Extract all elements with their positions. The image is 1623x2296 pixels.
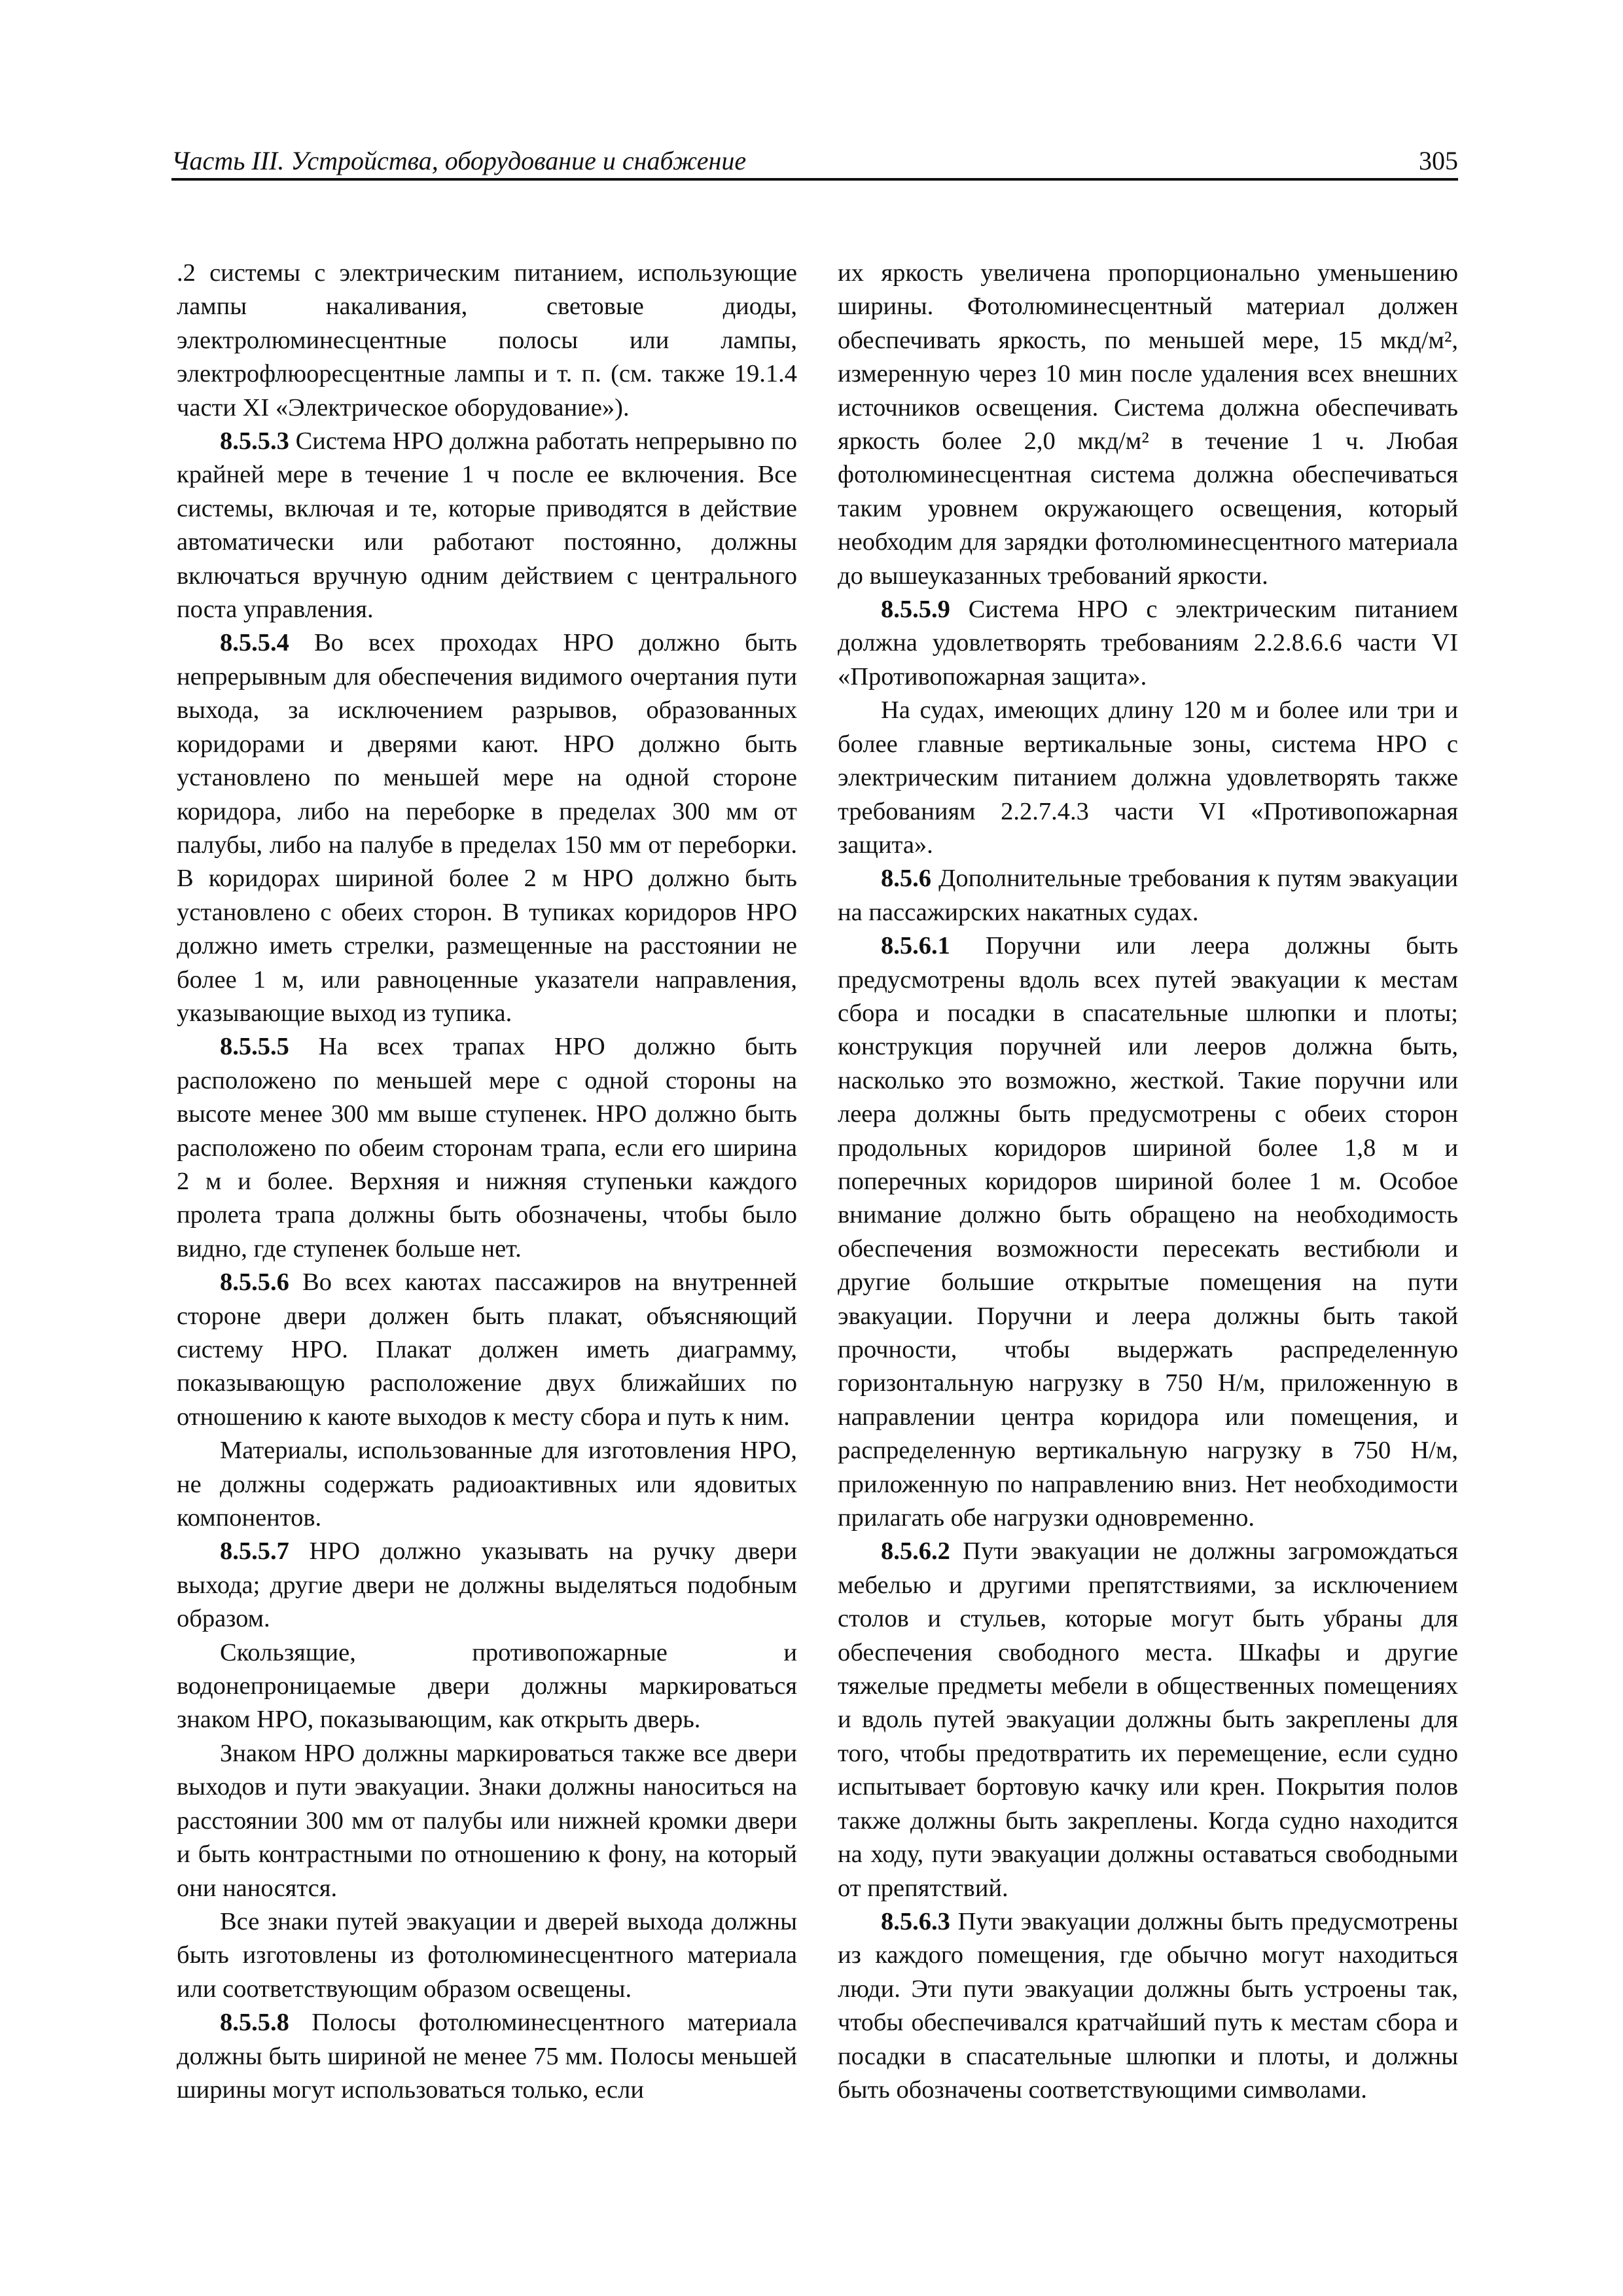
paragraph-text: их яркость увеличена пропорционально уменьшению ширины. Фотолюминесцентный материал должен обеспечивать яркость, по меньшей мере, 15 мкд/м², измеренную через 10 мин после удаления всех внешних источников освещения. Система должна обеспечивать яркость более 2,0 мкд/м² в течение 1 ч. Любая фотолюминесцентная система должна обеспечиваться таким уровнем окружающего освещения, который необходим для зарядки фотолюминесцентного материала до вышеуказанных требований яркости. bbox=[838, 259, 1458, 590]
paragraph bbox=[177, 1535, 797, 1636]
paragraph bbox=[177, 425, 797, 626]
page-number: 305 bbox=[1419, 146, 1458, 175]
paragraph-text: Во всех проходах НРО должно быть непрерывным для обеспечения видимого очертания пути выхода, за исключением разрывов, образованных коридорами и дверями кают. НРО должно быть установлено по меньшей мере на одной стороне коридора, либо на переборке в пределах 300 мм от палубы, либо на палубе в пределах 150 мм от переборки. В коридорах шириной более 2 м НРО должно быть установлено с обеих сторон. В тупиках коридоров НРО должно иметь стрелки, размещенные на расстоянии не более 1 м, или равноценные указатели направления, указывающие выход из тупика. bbox=[177, 629, 798, 1027]
paragraph-text: Все знаки путей эвакуации и дверей выхода должны быть изготовлены из фотолюминесцентного материала или соответствующим образом освещены. bbox=[177, 1907, 797, 2003]
paragraph-text: Система НРО с электрическим питанием должна удовлетворять требованиям 2.2.8.6.6 части VI «Противопожарная защита». bbox=[838, 596, 1458, 691]
paragraph bbox=[838, 1905, 1458, 2107]
paragraph-text: На судах, имеющих длину 120 м и более или три и более главные вертикальные зоны, система НРО с электрическим питанием должна удовлетворять также требованиям 2.2.7.4.3 части VI «Противопожарная защита». bbox=[838, 696, 1458, 859]
paragraph bbox=[838, 1535, 1458, 1905]
paragraph-text: На всех трапах НРО должно быть расположено по меньшей мере с одной стороны на высоте менее 300 мм выше ступенек. НРО должно быть расположено по обеим сторонам трапа, если его ширина 2 м и более. Верхняя и нижняя ступеньки каждого пролета трапа должны быть обозначены, чтобы было видно, где ступенек больше нет. bbox=[177, 1033, 797, 1263]
paragraph bbox=[838, 929, 1458, 1535]
paragraph-text: Пути эвакуации не должны загромождаться мебелью и другими препятствиями, за исключением столов и стульев, которые могут быть убраны для обеспечения свободного места. Шкафы и другие тяжелые предметы мебели в общественных помещениях и вдоль путей эвакуации должны быть закреплены для того, чтобы предотвратить их перемещение, если судно испытывает бортовую качку или крен. Покрытия полов также должны быть закреплены. Когда судно находится на ходу, пути эвакуации должны оставаться свободными от препятствий. bbox=[838, 1537, 1459, 1902]
paragraph bbox=[838, 593, 1458, 694]
clause-number: 8.5.5.9 bbox=[881, 596, 950, 624]
clause-number: 8.5.6.3 bbox=[881, 1907, 950, 1935]
clause-number: 8.5.5.8 bbox=[220, 2009, 289, 2037]
paragraph bbox=[177, 1905, 797, 2006]
paragraph-text: Полосы фотолюминесцентного материала должны быть шириной не менее 75 мм. Полосы меньшей ширины могут использоваться только, если bbox=[177, 2009, 797, 2104]
paragraph-text: .2 системы с электрическим питанием, использующие лампы накаливания, световые диоды, электролюминесцентные полосы или лампы, электрофлюоресцентные лампы и т. п. (см. также 19.1.4 части XI «Электрическое оборудование»). bbox=[177, 259, 797, 422]
paragraph bbox=[838, 862, 1458, 929]
paragraph bbox=[177, 626, 797, 1030]
paragraph bbox=[177, 1636, 797, 1737]
clause-number: 8.5.6.2 bbox=[881, 1537, 950, 1566]
clause-number: 8.5.5.5 bbox=[220, 1033, 289, 1061]
right-column bbox=[838, 257, 1458, 2107]
paragraph bbox=[177, 1030, 797, 1266]
paragraph-text: НРО должно указывать на ручку двери выхода; другие двери не должны выделяться подобным образом. bbox=[177, 1537, 797, 1633]
paragraph bbox=[177, 257, 797, 425]
clause-number: 8.5.5.4 bbox=[220, 629, 289, 657]
paragraph-text: Дополнительные требования к путям эвакуации на пассажирских накатных судах. bbox=[838, 865, 1458, 926]
paragraph-text: Пути эвакуации должны быть предусмотрены из каждого помещения, где обычно могут находиться люди. Эти пути эвакуации должны быть устроены так, чтобы обеспечивался кратчайший путь к местам сбора и посадки в спасательные шлюпки и плоты, и должны быть обозначены соответствующими символами. bbox=[838, 1907, 1459, 2104]
header-rule bbox=[171, 178, 1458, 181]
paragraph bbox=[177, 1266, 797, 1434]
clause-number: 8.5.5.7 bbox=[220, 1537, 289, 1566]
clause-number: 8.5.5.3 bbox=[220, 427, 289, 456]
paragraph-text: Знаком НРО должны маркироваться также все двери выходов и пути эвакуации. Знаки должны наноситься на расстоянии 300 мм от палубы или нижней кромки двери и быть контрастными по отношению к фону, на который они наносятся. bbox=[177, 1739, 797, 1902]
paragraph bbox=[838, 694, 1458, 862]
clause-number: 8.5.5.6 bbox=[220, 1268, 289, 1297]
clause-number: 8.5.6 bbox=[881, 865, 931, 893]
paragraph-text: Поручни или леера должны быть предусмотрены вдоль всех путей эвакуации к местам сбора и посадки в спасательные шлюпки и плоты; конструкция поручней или лееров должна быть, насколько это возможно, жесткой. Такие поручни или леера должны быть предусмотрены с обеих сторон продольных коридоров шириной более 1,8 м и поперечных коридоров шириной более 1 м. Особое внимание должно быть обращено на необходимость обеспечения возможности пересекать вестибюли и другие большие открытые помещения на пути эвакуации. Поручни и леера должны быть такой прочности, чтобы выдержать распределенную горизонтальную нагрузку в 750 Н/м, приложенную в направлении центра коридора или помещения, и распределенную вертикальную нагрузку в 750 Н/м, приложенную по направлению вниз. Нет необходимости прилагать обе нагрузки одновременно. bbox=[838, 932, 1458, 1532]
paragraph bbox=[177, 2006, 797, 2107]
paragraph-text: Система НРО должна работать непрерывно по крайней мере в течение 1 ч после ее включения. Все системы, включая и те, которые приводятся в действие автоматически или работают постоянно, должны включаться вручную одним действием с центрального поста управления. bbox=[177, 427, 798, 624]
paragraph bbox=[177, 1434, 797, 1535]
left-column bbox=[177, 257, 797, 2107]
clause-number: 8.5.6.1 bbox=[881, 932, 950, 960]
running-head bbox=[171, 145, 1458, 177]
paragraph bbox=[838, 257, 1458, 593]
paragraph bbox=[177, 1737, 797, 1905]
paragraph-text: Материалы, использованные для изготовления НРО, не должны содержать радиоактивных или ядовитых компонентов. bbox=[177, 1437, 797, 1532]
running-title: Часть III. Устройства, оборудование и снабжение bbox=[171, 146, 747, 175]
paragraph-text: Скользящие, противопожарные и водонепроницаемые двери должны маркироваться знаком НРО, показывающим, как открыть дверь. bbox=[177, 1638, 797, 1734]
paragraph-text: Во всех каютах пассажиров на внутренней стороне двери должен быть плакат, объясняющий систему НРО. Плакат должен иметь диаграмму, показывающую расположение двух ближайших по отношению к каюте выходов к месту сбора и путь к ним. bbox=[177, 1268, 798, 1431]
